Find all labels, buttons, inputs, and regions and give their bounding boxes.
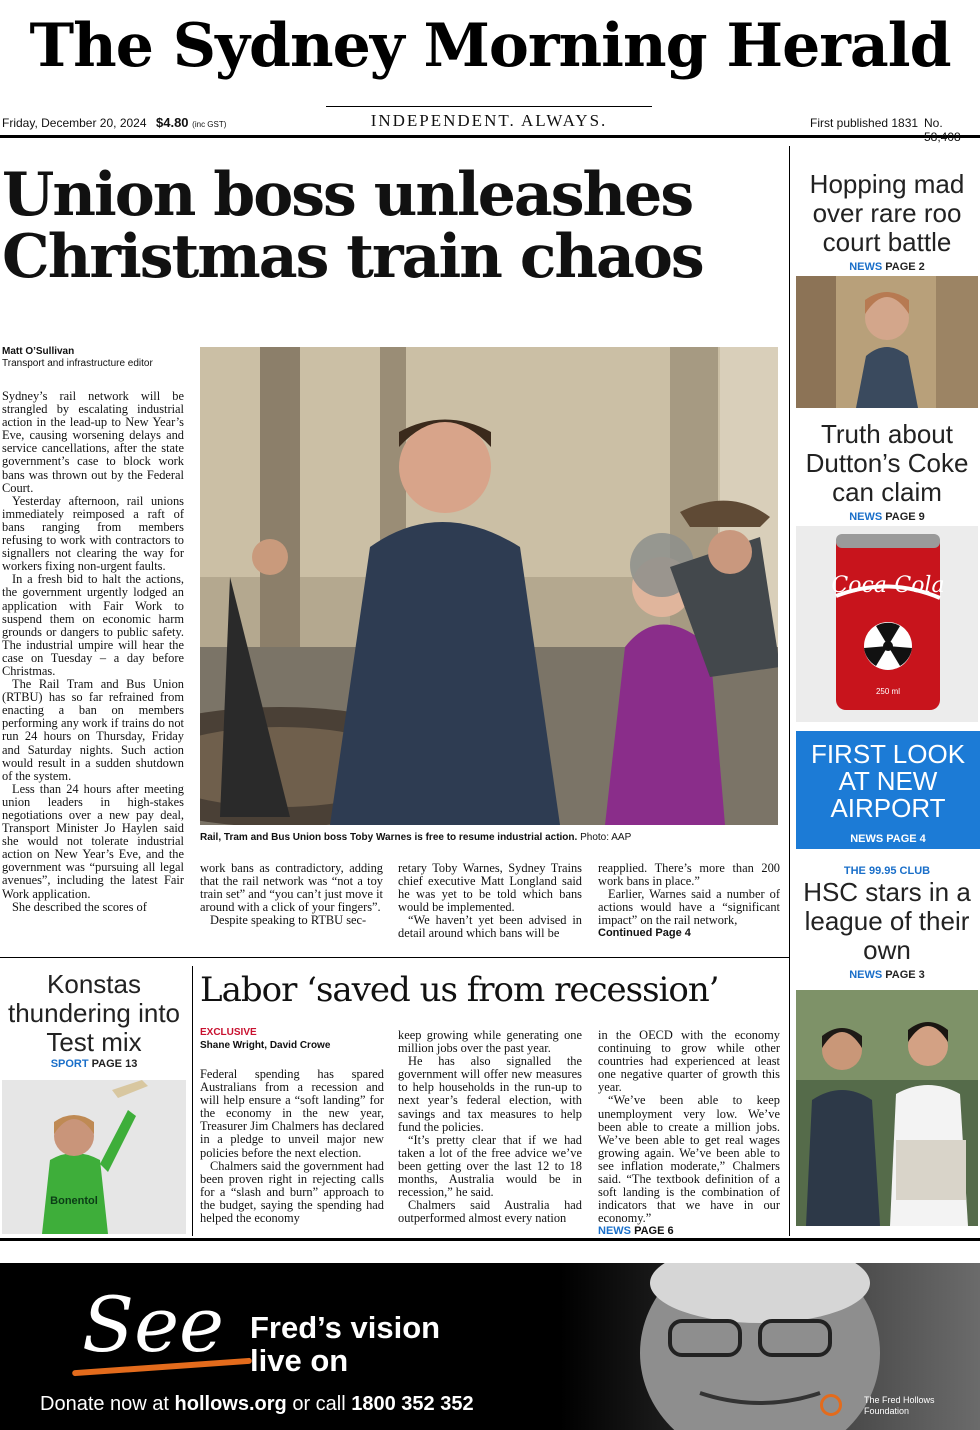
- lead-paragraph: Earlier, Warnes said a number of actions would have a “significant impact” on the rail network,: [598, 887, 780, 928]
- promo-coke-title: Truth about Dutton’s Coke can claim: [805, 419, 969, 507]
- second-paragraph: He has also signalled the government will offer new measures to help households in the run-up to next year’s federal election, with savings and tax measures to help fund the policies.: [398, 1054, 582, 1134]
- lead-headline-line-2: Christmas train chaos: [2, 222, 703, 292]
- promo-coke-section: NEWS: [849, 511, 883, 523]
- lead-paragraph: work bans as contradictory, adding that the rail network was “not a toy train set” and “you can’t just move it around with a click of your fingers”.: [200, 862, 383, 915]
- lead-author-role: Transport and infrastructure editor: [2, 358, 153, 369]
- first-published: First published 1831: [810, 116, 919, 130]
- promo-konstas-tag: [2, 1057, 186, 1071]
- promo-airport-tag: NEWS PAGE 4: [850, 833, 926, 845]
- ad-donate-url[interactable]: hollows.org: [174, 1393, 287, 1415]
- lead-column-1: [2, 390, 184, 950]
- issue-date: Friday, December 20, 2024: [2, 116, 147, 130]
- promo-hsc[interactable]: [796, 864, 978, 982]
- promo-hsc-title: HSC stars in a league of their own: [803, 877, 971, 965]
- promo-roo-tag: [796, 260, 978, 274]
- promo-coke-page: PAGE 9: [885, 511, 925, 523]
- shirt-sponsor-text: Bonentol: [50, 1195, 98, 1207]
- promo-coke[interactable]: [796, 420, 978, 524]
- second-authors: Shane Wright, David Crowe: [200, 1040, 331, 1051]
- sidebar-divider: [789, 146, 790, 1236]
- konstas-divider: [192, 966, 193, 1236]
- masthead-title: The Sydney Morning Herald: [29, 11, 951, 81]
- second-tag-page: PAGE 6: [634, 1225, 674, 1234]
- logo-line-1: The Fred Hollows: [864, 1395, 935, 1405]
- continued-link[interactable]: Continued Page 4: [598, 927, 691, 940]
- promo-roo-page: PAGE 2: [885, 261, 925, 273]
- price-note: (inc GST): [192, 120, 227, 129]
- can-brand-text: Coca-Cola: [831, 573, 945, 598]
- issue-price: [156, 115, 226, 130]
- lead-paragraph: In a fresh bid to halt the actions, the government urgently lodged an application with Fair Work to suspend them on economic harm grounds or dangers to public safety. The industrial umpire will hear the case on Tuesday – a day before Christmas.: [2, 572, 184, 678]
- lead-paragraph: retary Toby Warnes, Sydney Trains chief executive Matt Longland said he was yet to be told which bans would be implemented.: [398, 862, 582, 915]
- ad-donate-mid: or call: [292, 1393, 346, 1415]
- ad-donate-line[interactable]: [40, 1393, 600, 1416]
- ad-title: [250, 1311, 550, 1377]
- promo-hsc-page: PAGE 3: [885, 969, 925, 981]
- promo-airport-title: FIRST LOOK AT NEW AIRPORT: [810, 739, 966, 823]
- second-paragraph: “We’ve been able to keep unemployment very low. We’ve been able to create a million jobs. We’ve been able to get real wages growing again. We’ve been able to see inflation moderate,” Chalmers said. “The textbook definition of a soft landing is the combination of indicators that we have in our economy.”: [598, 1093, 780, 1226]
- second-paragraph: in the OECD with the economy continuing to grow while other countries had experienced at least one negative quarter of growth this year.: [598, 1029, 780, 1095]
- second-column-3: [598, 1029, 780, 1234]
- promo-konstas[interactable]: [2, 970, 186, 1071]
- lead-column-2: [200, 862, 383, 948]
- lead-headline-line-1: Union boss unleashes: [2, 160, 693, 230]
- lead-author: Matt O’Sullivan: [2, 346, 75, 357]
- lead-paragraph: Yesterday afternoon, rail unions immediately reimposed a raft of bans ranging from members refusing to work with contractors to signallers not clearing the way for workers fixing non-urgent faults.: [2, 493, 184, 574]
- second-paragraph: Chalmers said the government had been proven right in rejecting calls for a “slash and burn” approach to the budget, saying the spending had helped the economy: [200, 1158, 384, 1226]
- second-paragraph: keep growing while generating one million jobs over the past year.: [398, 1029, 582, 1056]
- promo-airport[interactable]: [796, 731, 980, 849]
- lead-paragraph: Less than 24 hours after meeting union leaders in high-stakes negotiations over a new pay deal, Transport Minister Jo Haylen said she would not tolerate industrial action on New Year’s Eve, and the government was “pursuing all legal avenues”, including the latest Fair Work application.: [2, 781, 184, 901]
- issue-number: No. 58,408: [924, 116, 961, 144]
- promo-hsc-photo[interactable]: [796, 990, 978, 1226]
- lead-photo[interactable]: [200, 347, 778, 825]
- lead-paragraph: She described the scores of: [12, 899, 147, 914]
- lead-paragraph: Sydney’s rail network will be strangled by escalating industrial action in the lead-up to New Year’s Eve, causing worsening delays and service cancellations, after the state government’s case to block work bans was thrown out by the Federal Court.: [2, 390, 184, 495]
- second-paragraph: Federal spending has spared Australians from a recession and will help ensure a “soft landing” for the economy in the new year, Treasurer Jim Chalmers has declared in a pledge to unveil major new policies before the next election.: [200, 1068, 384, 1160]
- ad-see-word: See: [82, 1280, 225, 1369]
- promo-konstas-title: Konstas thundering into Test mix: [7, 969, 181, 1057]
- can-size-text: 250 ml: [875, 687, 901, 696]
- promo-coke-photo[interactable]: [796, 526, 978, 722]
- promo-hsc-kicker: THE 99.95 CLUB: [843, 865, 931, 877]
- caption-text: Rail, Tram and Bus Union boss Toby Warnes is free to resume industrial action.: [200, 832, 578, 843]
- lead-paragraph: Despite speaking to RTBU sec-: [210, 913, 367, 928]
- photo-credit: Photo: AAP: [580, 832, 632, 843]
- second-headline[interactable]: Labor ‘saved us from recession’: [200, 970, 719, 1010]
- ad-donate-phone[interactable]: 1800 352 352: [351, 1393, 474, 1415]
- logo-line-2: Foundation: [864, 1406, 910, 1416]
- ad-donate-pre: Donate now at: [40, 1393, 169, 1415]
- promo-roo-section: NEWS: [849, 261, 883, 273]
- second-tag-section: NEWS: [598, 1225, 631, 1234]
- promo-roo-photo[interactable]: [796, 276, 978, 408]
- promo-roo[interactable]: [796, 170, 978, 274]
- promo-konstas-photo[interactable]: [2, 1080, 186, 1234]
- section-divider: [0, 957, 789, 958]
- promo-hsc-tag: [796, 968, 978, 982]
- price-value: $4.80: [156, 115, 189, 130]
- ad-title-line-1: Fred’s vision: [250, 1310, 441, 1345]
- lead-byline: [2, 346, 192, 370]
- lead-column-3: [398, 862, 582, 948]
- logo-text: [864, 1395, 935, 1417]
- lead-photo-caption: [200, 832, 778, 843]
- second-paragraph: “It’s pretty clear that if we had taken a lot of the free advice we’ve been getting over the last 12 to 18 months, Australia would be in recession,” he said.: [398, 1132, 582, 1200]
- lead-paragraph: The Rail Tram and Bus Union (RTBU) has so far refrained from enacting a ban on members performing any work if trains do not run 24 hours on Thursday, Friday and Saturday nights. Such action would result in a sudden shutdown of the system.: [2, 677, 184, 783]
- dateline-bar: [0, 102, 980, 144]
- promo-konstas-page: PAGE 13: [91, 1058, 138, 1070]
- second-paragraph: Chalmers said Australia had outperformed almost every nation: [398, 1198, 582, 1226]
- lead-paragraph: “We haven’t yet been advised in detail around which bans will be: [398, 913, 582, 941]
- promo-coke-tag: [796, 510, 978, 524]
- ad-title-line-2: live on: [250, 1343, 349, 1378]
- second-column-2: [398, 1029, 582, 1234]
- promo-hsc-section: NEWS: [849, 969, 883, 981]
- promo-roo-title: Hopping mad over rare roo court battle: [809, 169, 965, 257]
- second-byline: [200, 1026, 385, 1052]
- second-page-link[interactable]: [598, 1225, 780, 1234]
- slogan: INDEPENDENT. ALWAYS.: [326, 106, 652, 131]
- exclusive-label: EXCLUSIVE: [200, 1027, 257, 1038]
- ad-divider: [0, 1238, 980, 1241]
- lead-headline[interactable]: [2, 160, 782, 292]
- lead-paragraph: reapplied. There’s more than 200 work bans in place.”: [598, 862, 780, 889]
- promo-konstas-section: SPORT: [50, 1058, 89, 1070]
- lead-column-4: [598, 862, 780, 948]
- second-column-1: [200, 1068, 384, 1234]
- eye-icon: [820, 1394, 842, 1416]
